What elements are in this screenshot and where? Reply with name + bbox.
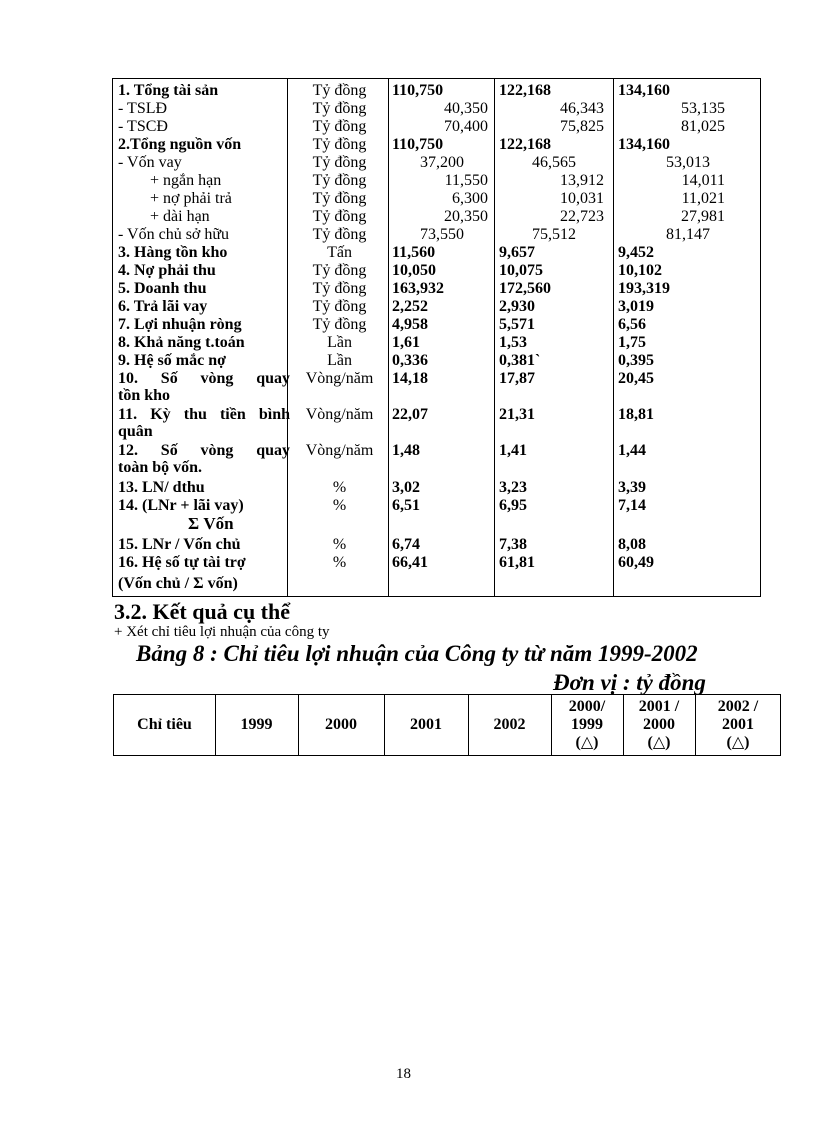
row-unit: Lần: [327, 352, 352, 369]
row-value-3: 7,14: [618, 497, 646, 514]
row-label: + ngắn hạn: [150, 172, 222, 189]
row-value-3: 9,452: [618, 244, 654, 261]
row-value-1: 6,74: [392, 536, 420, 553]
row-unit: Lần: [327, 334, 352, 351]
header-change-2000-1999: [551, 695, 623, 755]
row-unit: %: [332, 479, 347, 496]
row-value-1: 11,560: [392, 244, 436, 261]
row-unit: Vòng/năm: [305, 406, 374, 423]
page-number: 18: [396, 1066, 411, 1082]
row-value-3: 193,319: [618, 280, 670, 297]
row-unit: Vòng/năm: [305, 442, 374, 459]
row-value-1: 110,750: [392, 82, 444, 99]
row-value-3: 18,81: [618, 406, 654, 423]
row-value-3: 60,49: [618, 554, 654, 571]
row-value-1: 11,550: [444, 172, 488, 189]
table8-title: Bảng 8 : Chỉ tiêu lợi nhuận của Công ty từ năm 1999-2002: [136, 641, 698, 666]
row-value-1: 163,932: [392, 280, 444, 297]
row-value-1: 1,48: [392, 442, 420, 459]
delta-icon: (△): [575, 734, 599, 751]
row-value-1: 40,350: [444, 100, 488, 117]
row-label: 1. Tổng tài sản: [118, 82, 219, 99]
row-unit: Tỷ đồng: [312, 226, 367, 243]
row-unit: Tỷ đồng: [312, 316, 367, 333]
row-value-3: 134,160: [618, 136, 670, 153]
section-heading: 3.2. Kết quả cụ thể: [114, 599, 290, 624]
row-value-3: 3,019: [618, 298, 654, 315]
row-value-3: 53,013: [666, 154, 710, 171]
row-value-3: 10,102: [618, 262, 662, 279]
row-value-1: 73,550: [420, 226, 464, 243]
row-unit: %: [332, 536, 347, 553]
row-value-3: 11,021: [681, 190, 725, 207]
row-value-1: 66,41: [392, 554, 428, 571]
row-unit: Tỷ đồng: [312, 118, 367, 135]
header-indicator: Chỉ tiêu: [137, 716, 192, 733]
header-change-top: 2001 /: [638, 698, 680, 715]
row-value-1: 37,200: [420, 154, 464, 171]
row-unit: Tấn: [327, 244, 352, 261]
row-label: 8. Khả năng t.toán: [118, 334, 245, 351]
row-label: - TSLĐ: [118, 100, 168, 117]
row-label: 9. Hệ số mắc nợ: [118, 352, 226, 369]
row-unit: Tỷ đồng: [312, 154, 367, 171]
row-value-2: 172,560: [499, 280, 551, 297]
row-label-continued: toàn bộ vốn.: [118, 459, 203, 476]
row-value-1: 70,400: [444, 118, 488, 135]
row-value-2: 1,41: [499, 442, 527, 459]
header-2001: 2001: [410, 716, 442, 733]
header-change-mid: 2000: [643, 716, 675, 733]
header-change-mid: 2001: [722, 716, 754, 733]
row-label: (Vốn chủ / Σ vốn): [118, 575, 238, 592]
row-label-continued: tồn kho: [118, 387, 171, 404]
row-label: - Vốn vay: [118, 154, 182, 171]
header-2002: 2002: [493, 716, 526, 733]
delta-icon: (△): [726, 734, 750, 751]
row-label: 6. Trả lãi vay: [118, 298, 208, 315]
row-value-3: 0,395: [618, 352, 654, 369]
header-change-top: 2000/: [568, 698, 606, 715]
row-label: 10. Số vòng quay: [118, 370, 290, 387]
row-value-2: 75,825: [560, 118, 604, 135]
row-label: Σ Vốn: [188, 514, 234, 533]
row-value-3: 14,011: [681, 172, 725, 189]
delta-icon: (△): [647, 734, 671, 751]
row-unit: Tỷ đồng: [312, 208, 367, 225]
row-label: 7. Lợi nhuận ròng: [118, 316, 242, 333]
column-divider: [494, 79, 495, 596]
row-value-2: 7,38: [499, 536, 527, 553]
row-value-2: 75,512: [532, 226, 576, 243]
row-value-3: 81,147: [666, 226, 710, 243]
row-value-1: 14,18: [392, 370, 428, 387]
row-label: 12. Số vòng quay: [118, 442, 290, 459]
row-value-1: 6,300: [452, 190, 488, 207]
row-value-1: 22,07: [392, 406, 428, 423]
row-value-1: 10,050: [392, 262, 436, 279]
row-value-2: 122,168: [499, 136, 551, 153]
row-label: 11. Kỳ thu tiền bình: [118, 406, 290, 423]
row-label: 13. LN/ dthu: [118, 479, 205, 496]
row-value-2: 17,87: [499, 370, 535, 387]
row-unit: %: [332, 497, 347, 514]
row-label: - TSCĐ: [118, 118, 168, 135]
row-unit: Vòng/năm: [305, 370, 374, 387]
column-divider: [613, 79, 614, 596]
row-value-2: 0,381`: [499, 352, 541, 369]
row-unit: Tỷ đồng: [312, 172, 367, 189]
row-value-2: 6,95: [499, 497, 527, 514]
row-value-2: 46,343: [560, 100, 604, 117]
row-value-3: 134,160: [618, 82, 670, 99]
row-value-1: 4,958: [392, 316, 428, 333]
row-value-1: 6,51: [392, 497, 420, 514]
row-value-3: 3,39: [618, 479, 646, 496]
row-label: - Vốn chủ sở hữu: [118, 226, 230, 243]
row-value-2: 21,31: [499, 406, 535, 423]
row-value-1: 1,61: [392, 334, 420, 351]
row-value-3: 20,45: [618, 370, 654, 387]
row-value-1: 3,02: [392, 479, 420, 496]
row-value-3: 6,56: [618, 316, 646, 333]
row-value-2: 122,168: [499, 82, 551, 99]
row-label: + nợ phải trả: [150, 190, 232, 207]
header-change-2002-2001: [695, 695, 781, 755]
financial-indicators-table: [112, 78, 761, 597]
header-2000: 2000: [325, 716, 357, 733]
row-value-3: 53,135: [681, 100, 725, 117]
row-value-1: 2,252: [392, 298, 428, 315]
row-label: + dài hạn: [150, 208, 210, 225]
row-value-2: 46,565: [532, 154, 576, 171]
row-value-3: 1,75: [618, 334, 646, 351]
row-unit: Tỷ đồng: [312, 262, 367, 279]
row-value-2: 5,571: [499, 316, 535, 333]
header-1999: 1999: [240, 716, 273, 733]
column-divider: [388, 79, 389, 596]
section-subheading: + Xét chỉ tiêu lợi nhuận của công ty: [114, 624, 330, 640]
row-value-2: 61,81: [499, 554, 535, 571]
row-label: 4. Nợ phải thu: [118, 262, 216, 279]
row-value-2: 10,031: [560, 190, 604, 207]
row-unit: Tỷ đồng: [312, 298, 367, 315]
header-change-mid: 1999: [571, 716, 603, 733]
row-unit: Tỷ đồng: [312, 100, 367, 117]
row-value-2: 9,657: [499, 244, 535, 261]
row-value-2: 22,723: [560, 208, 604, 225]
row-unit: Tỷ đồng: [312, 82, 367, 99]
row-label: 14. (LNr + lãi vay): [118, 497, 244, 514]
row-unit: Tỷ đồng: [312, 280, 367, 297]
row-value-1: 0,336: [392, 352, 428, 369]
table8-unit: Đơn vị : tỷ đồng: [553, 670, 706, 695]
row-value-2: 2,930: [499, 298, 535, 315]
row-value-1: 20,350: [444, 208, 488, 225]
row-value-2: 13,912: [560, 172, 604, 189]
row-label-continued: quân: [118, 423, 153, 440]
profit-indicators-table: [113, 694, 781, 756]
row-value-3: 81,025: [681, 118, 725, 135]
row-unit: Tỷ đồng: [312, 190, 367, 207]
row-label: 15. LNr / Vốn chủ: [118, 536, 241, 553]
header-change-2001-2000: [623, 695, 695, 755]
row-label: 3. Hàng tồn kho: [118, 244, 228, 261]
row-unit: Tỷ đồng: [312, 136, 367, 153]
row-label: 5. Doanh thu: [118, 280, 207, 297]
row-value-2: 3,23: [499, 479, 527, 496]
row-value-3: 27,981: [681, 208, 725, 225]
row-label: 16. Hệ số tự tài trợ: [118, 554, 246, 571]
row-value-3: 8,08: [618, 536, 646, 553]
row-label: 2.Tổng nguồn vốn: [118, 136, 242, 153]
row-unit: %: [332, 554, 347, 571]
row-value-1: 110,750: [392, 136, 444, 153]
row-value-2: 10,075: [499, 262, 543, 279]
row-value-2: 1,53: [499, 334, 527, 351]
row-value-3: 1,44: [618, 442, 646, 459]
header-change-top: 2002 /: [717, 698, 759, 715]
